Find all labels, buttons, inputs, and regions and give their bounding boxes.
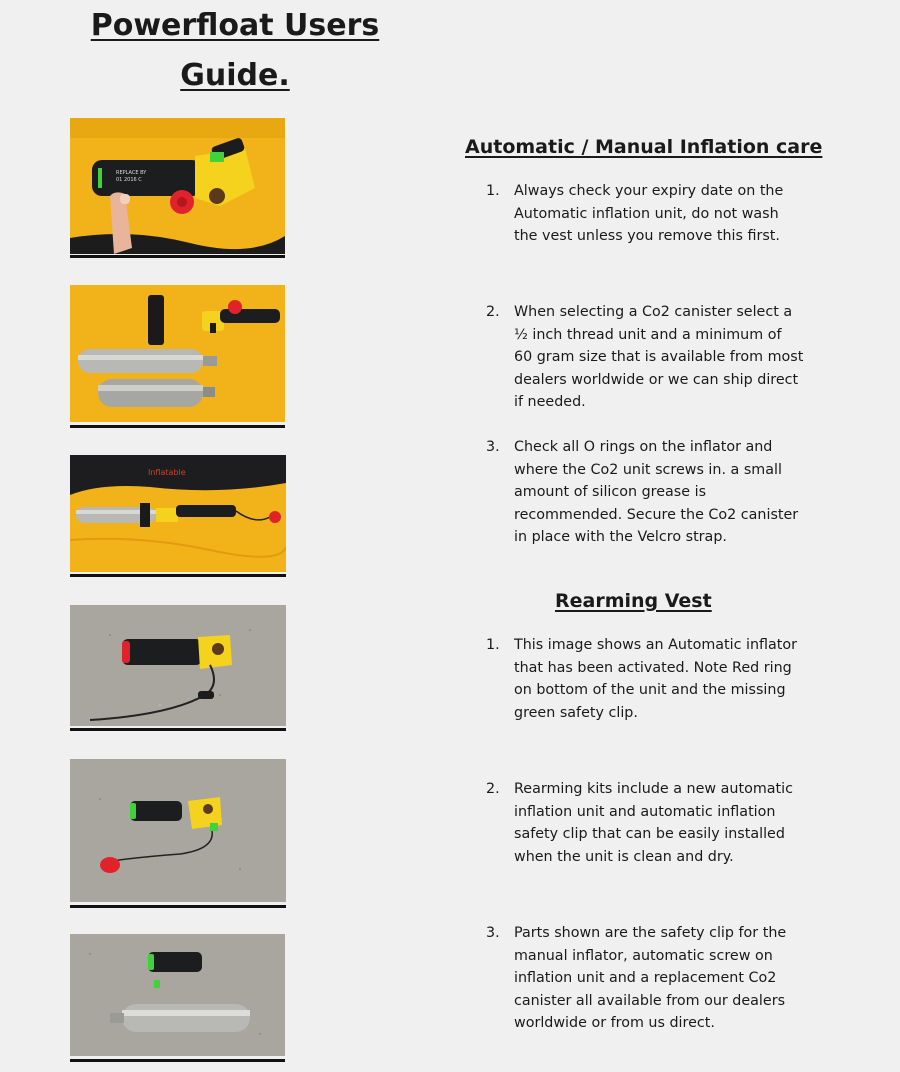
photo-co2-canisters	[70, 285, 285, 422]
photo-activated-inflator	[70, 605, 286, 726]
item-text: Parts shown are the safety clip for the manual inflator, automatic screw on inflation unit and a replacement Co2 canister all available from our dealers worldwide or from us direct.	[514, 925, 787, 1031]
item-text: Always check your expiry date on the Automatic inflation unit, do not wash the vest unless you remove this first.	[514, 183, 784, 244]
doc-title-line1: Powerfloat Users	[90, 8, 380, 43]
item-text: When selecting a Co2 canister select a ½ inch thread unit and a minimum of 60 gram size that is available from most dealers worldwide or we can ship direct if needed.	[514, 304, 804, 410]
photo-inflator-expiry	[70, 118, 285, 254]
item-number: 2.	[486, 781, 500, 797]
doc-title-line2: Guide.	[180, 58, 290, 93]
item-number: 2.	[486, 304, 500, 320]
photo-divider	[70, 425, 285, 428]
bag-text: Inflatable	[148, 468, 186, 477]
expiry-label-line1: REPLACE BY	[116, 170, 147, 176]
item-text: Rearming kits include a new automatic inflation unit and automatic inflation safety clip that can be easily installed when the unit is clean and dry.	[514, 781, 793, 865]
item-number: 1.	[486, 637, 500, 653]
item-text: Check all O rings on the inflator and where the Co2 unit screws in. a small amount of silicon grease is recommended. Secure the Co2 canister in place with the Velcro strap.	[514, 439, 799, 545]
rearming-heading: Rearming Vest	[555, 590, 712, 612]
photo-divider	[70, 728, 286, 731]
item-number: 1.	[486, 183, 500, 199]
photo-divider	[70, 255, 285, 258]
photo-replacement-parts	[70, 934, 285, 1056]
photo-divider	[70, 574, 286, 577]
photo-o-rings-velcro	[70, 455, 286, 572]
photo-divider	[70, 905, 286, 908]
expiry-label-line2: 01 2016 C	[116, 177, 142, 183]
item-text: This image shows an Automatic inflator that has been activated. Note Red ring on bottom of the unit and the missing green safety clip.	[514, 637, 798, 721]
item-number: 3.	[486, 439, 500, 455]
photo-divider	[70, 1059, 285, 1062]
item-number: 3.	[486, 925, 500, 941]
photo-rearming-kit	[70, 759, 286, 902]
inflation-care-heading: Automatic / Manual Inflation care	[465, 136, 823, 158]
